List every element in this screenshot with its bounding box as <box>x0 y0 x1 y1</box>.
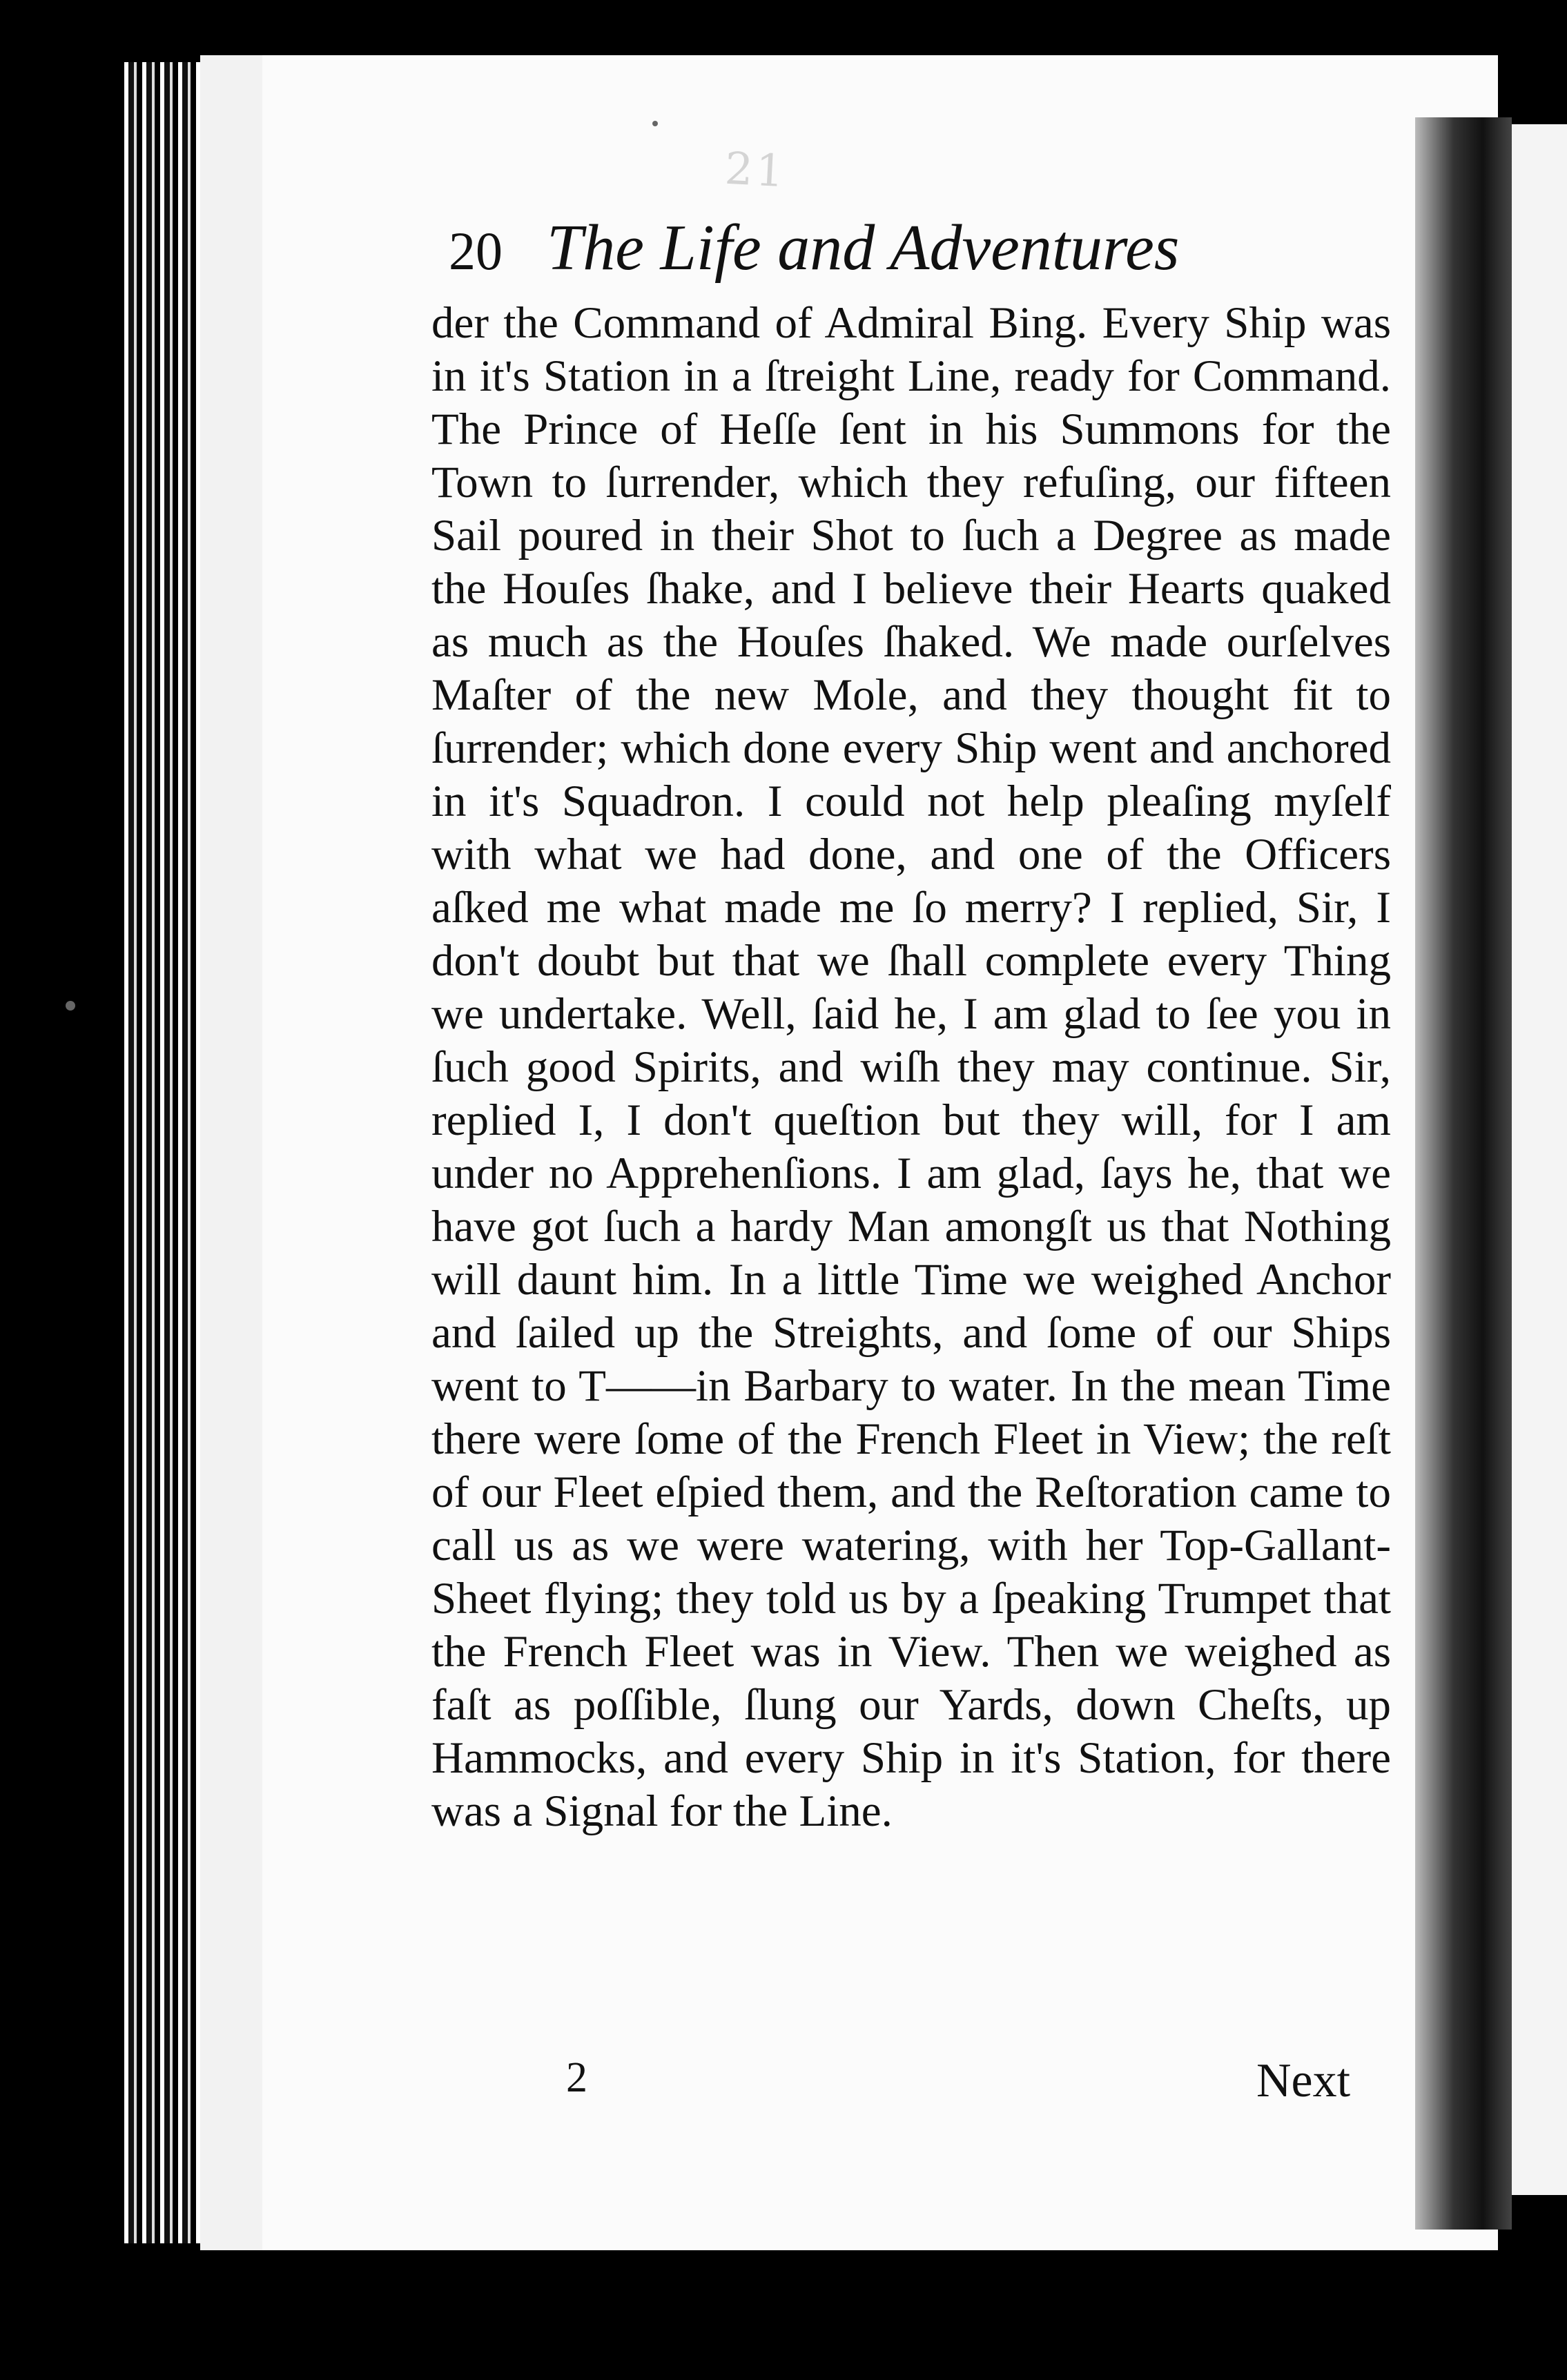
left-margin <box>200 55 262 2250</box>
book-binding-edge <box>124 62 200 2243</box>
page-number: 20 <box>449 221 503 281</box>
catchword: Next <box>1256 2054 1351 2107</box>
dust-speck <box>652 121 658 126</box>
dust-speck <box>66 1001 75 1011</box>
running-title: The Life and Adventures <box>547 212 1180 284</box>
bleed-through-text: 21 <box>723 143 788 198</box>
signature-mark: 2 <box>566 2054 587 2101</box>
facing-page-edge <box>1512 124 1567 2195</box>
gutter-shadow <box>1415 117 1512 2230</box>
page-header <box>449 211 1243 285</box>
body-text: der the Command of Admiral Bing. Every Ship was in it's Station in a ſtreight Line, ready for Command. The Prince of Heſſe ſent in his Summons for the Town to ſurrender, which they refuſing, our fifteen Sail poured in their Shot to ſuch a Degree as made the Houſes ſhake, and I believe their Hearts quaked as much as the Houſes ſhaked. We made ourſelves Maſter of the new Mole, and they thought fit to ſurrender; which done every Ship went and anchored in it's Squadron. I could not help pleaſing myſelf with what we had done, and one of the Officers aſked me what made me ſo merry? I replied, Sir, I don't doubt but that we ſhall complete every Thing we undertake. Well, ſaid he, I am glad to ſee you in ſuch good Spirits, and wiſh they may continue. Sir, replied I, I don't queſtion but they will, for I am under no Apprehenſions. I am glad, ſays he, that we have got ſuch a hardy Man amongſt us that Nothing will daunt him. In a little Time we weighed Anchor and ſailed up the Streights, and ſome of our Ships went to T——in Barbary to water. In the mean Time there were ſome of the French Fleet in View; the reſt of our Fleet eſpied them, and the Reſtoration came to call us as we were watering, with her Top-Gallant-Sheet flying; they told us by a ſpeaking Trumpet that the French Fleet was in View. Then we weighed as faſt as poſſible, ſlung our Yards, down Cheſts, up Hammocks, and every Ship in it's Station, for there was a Signal for the Line. <box>431 298 1391 1836</box>
